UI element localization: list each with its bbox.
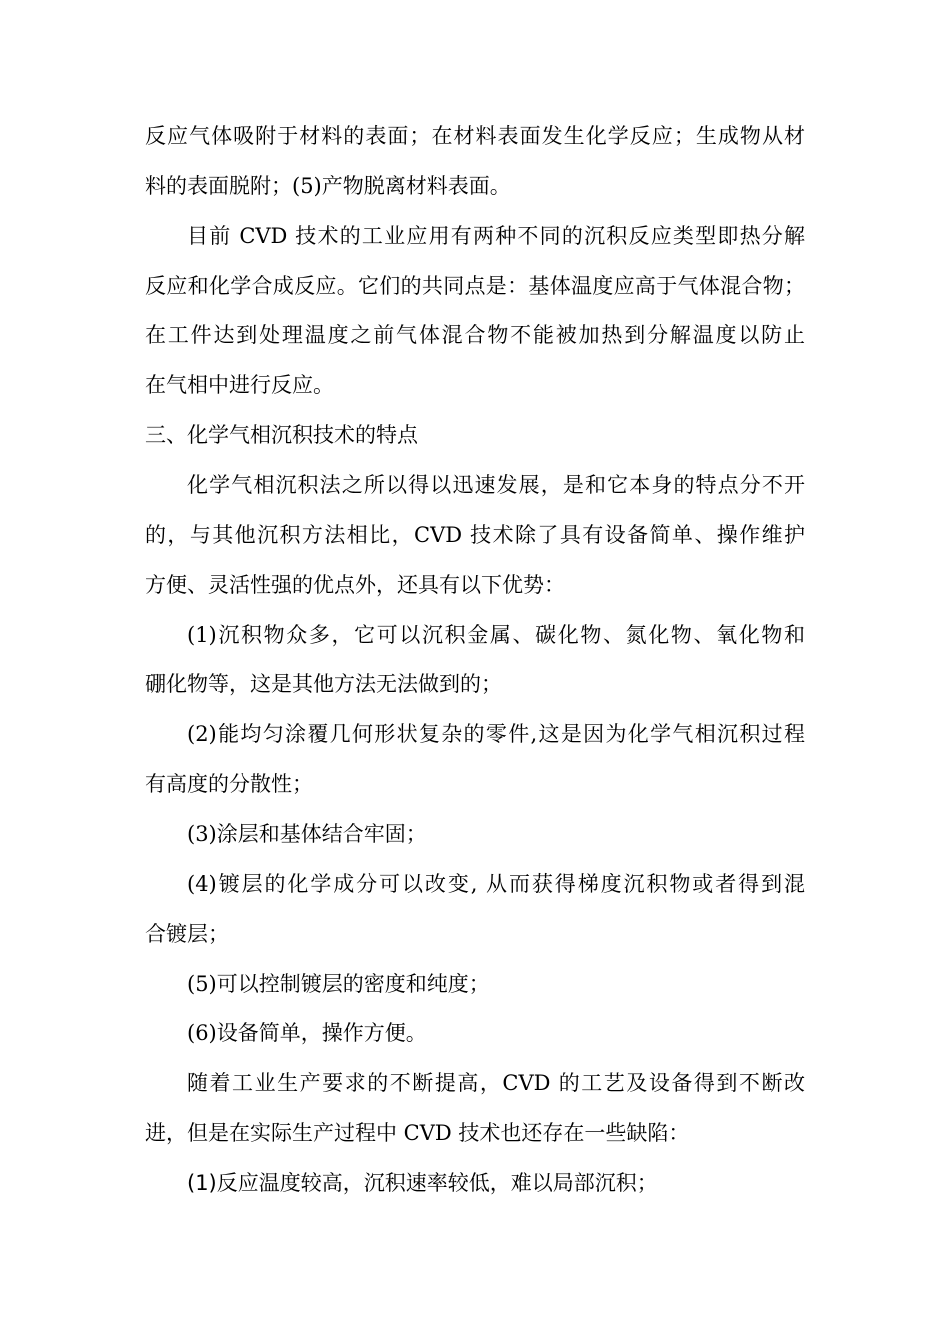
- paragraph-line: 目前 CVD 技术的工业应用有两种不同的沉积反应类型即热分解: [187, 224, 805, 248]
- paragraph-line: 反应气体吸附于材料的表面；在材料表面发生化学反应；生成物从材: [145, 124, 805, 148]
- list-item-line: (3)涂层和基体结合牢固；: [187, 822, 427, 846]
- list-item-line: (5)可以控制镀层的密度和纯度；: [187, 972, 490, 996]
- paragraph-line: 进，但是在实际生产过程中 CVD 技术也还存在一些缺陷：: [145, 1121, 690, 1145]
- paragraph-line: 反应和化学合成反应。它们的共同点是：基体温度应高于气体混合物；: [145, 274, 805, 298]
- paragraph-line: 方便、灵活性强的优点外，还具有以下优势：: [145, 573, 565, 597]
- paragraph-line: 在气相中进行反应。: [145, 373, 334, 397]
- list-item-line: 有高度的分散性；: [145, 772, 313, 796]
- list-item-line: (1)反应温度较高，沉积速率较低，难以局部沉积；: [187, 1171, 658, 1195]
- paragraph-line: 的，与其他沉积方法相比，CVD 技术除了具有设备简单、操作维护: [145, 523, 805, 547]
- paragraph-line: 在工件达到处理温度之前气体混合物不能被加热到分解温度以防止: [145, 323, 805, 347]
- paragraph-line: 料的表面脱附；(5)产物脱离材料表面。: [145, 174, 511, 198]
- paragraph-line: 化学气相沉积法之所以得以迅速发展，是和它本身的特点分不开: [187, 473, 805, 497]
- list-item-line: 合镀层；: [145, 922, 229, 946]
- list-item-line: (1)沉积物众多，它可以沉积金属、碳化物、氮化物、氧化物和: [187, 623, 805, 647]
- list-item-line: (6)设备简单，操作方便。: [187, 1021, 427, 1045]
- section-heading: 三、化学气相沉积技术的特点: [145, 423, 418, 447]
- list-item-line: 硼化物等，这是其他方法无法做到的；: [145, 672, 502, 696]
- list-item-line: (4)镀层的化学成分可以改变, 从而获得梯度沉积物或者得到混: [187, 872, 805, 896]
- list-item-line: (2)能均匀涂覆几何形状复杂的零件,这是因为化学气相沉积过程: [187, 722, 805, 746]
- paragraph-line: 随着工业生产要求的不断提高，CVD 的工艺及设备得到不断改: [187, 1071, 805, 1095]
